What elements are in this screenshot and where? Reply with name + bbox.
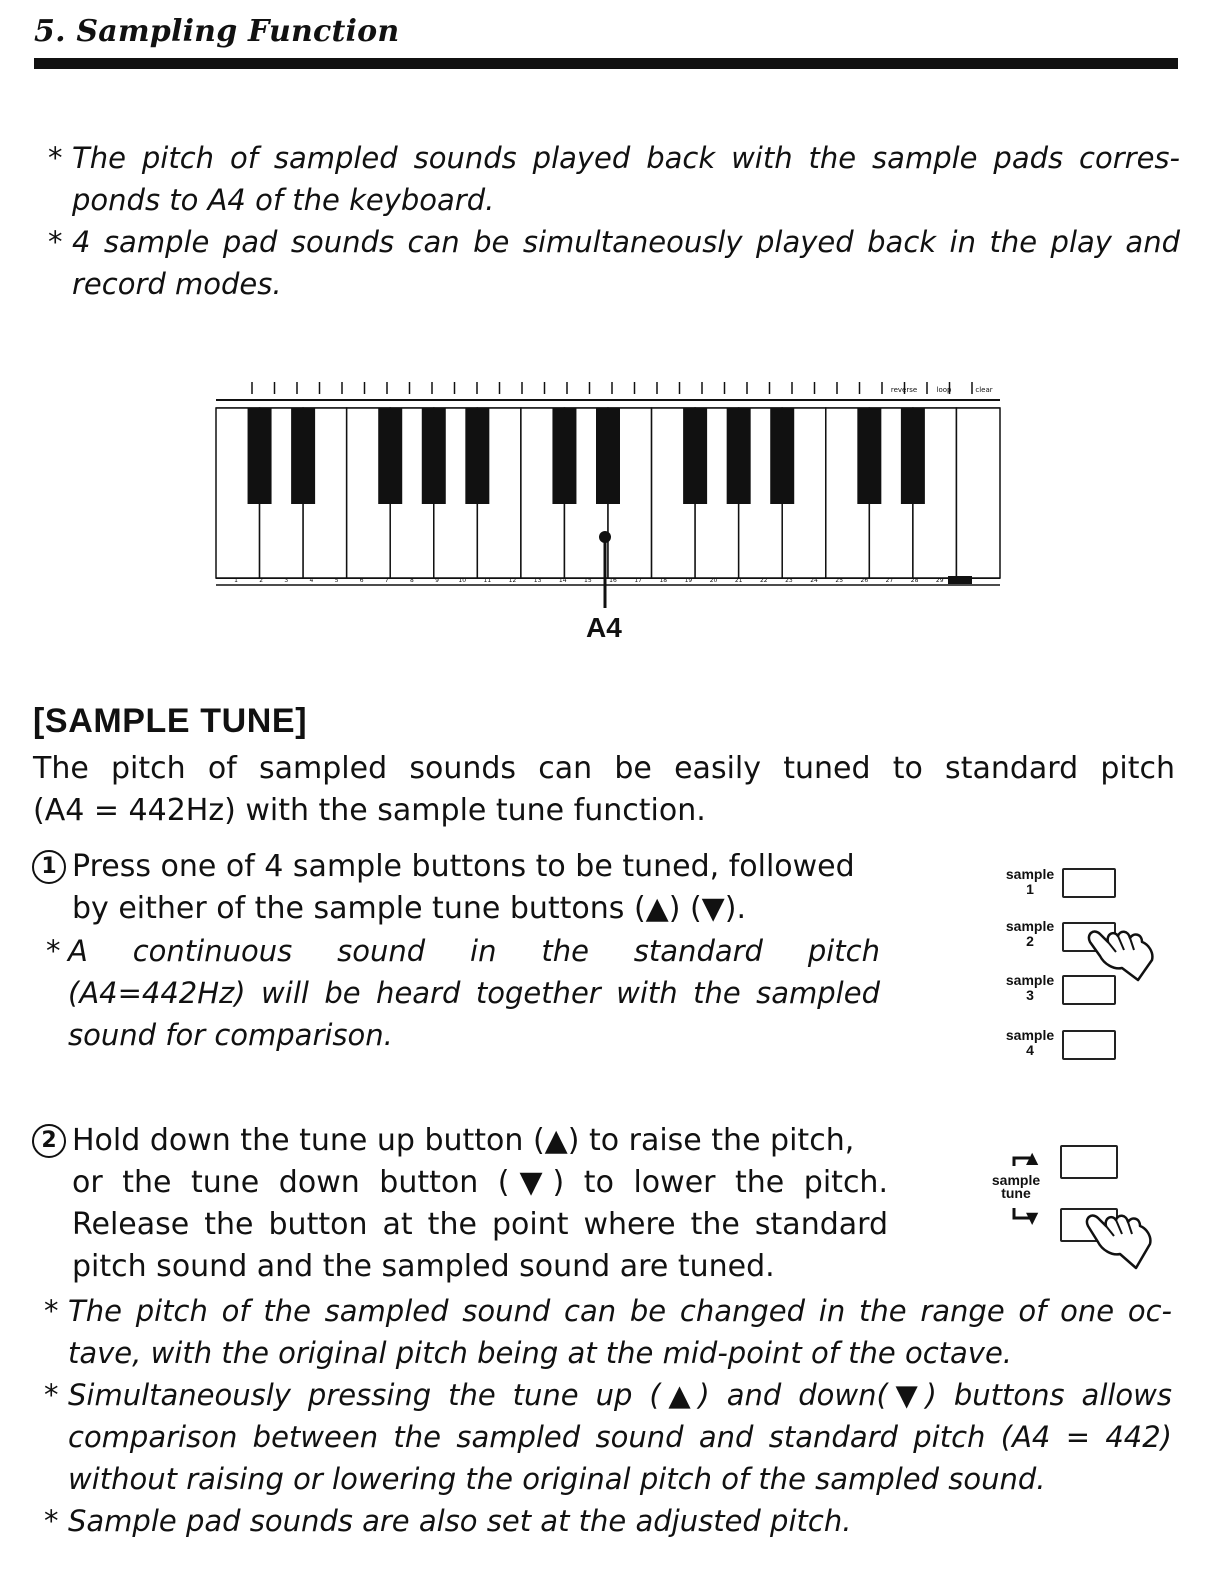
sample-button-4-num: 4	[1026, 1042, 1034, 1058]
key-number-26: 26	[860, 577, 869, 584]
tune-label	[984, 1173, 1048, 1201]
key-number-9: 9	[435, 577, 439, 584]
bullet-star: *	[48, 225, 63, 259]
key-number-2: 2	[259, 577, 264, 584]
key-number-27: 27	[885, 577, 894, 584]
key-number-28: 28	[910, 577, 919, 584]
black-key	[552, 408, 576, 504]
sample-button-3-num: 3	[1026, 987, 1034, 1003]
step-1-note-line-2: (A4=442Hz) will be heard together with the sampled	[68, 976, 880, 1010]
step-2	[32, 1120, 888, 1288]
black-key	[596, 408, 620, 504]
step-1-note	[46, 930, 880, 1056]
intro-note-2-line-1: 4 sample pad sounds can be simultaneously played back in the play and	[72, 225, 1180, 259]
section-title: 5. Sampling Function	[34, 14, 400, 49]
bullet-star: *	[44, 1294, 59, 1328]
bullet-star: *	[46, 934, 61, 968]
key-number-12: 12	[508, 577, 517, 584]
closing-note-2-line-1: Simultaneously pressing the tune up (▲) and down(▼) buttons allows	[68, 1378, 1172, 1412]
key-number-6: 6	[359, 577, 364, 584]
key-number-20: 20	[709, 577, 718, 584]
key-number-29: 29	[935, 577, 944, 584]
step-2-line-1	[32, 1120, 888, 1162]
key-number-15: 15	[584, 577, 592, 584]
key-number-22: 22	[759, 577, 768, 584]
key-number-13: 13	[533, 577, 542, 584]
key-number-14: 14	[558, 577, 567, 584]
key-number-24: 24	[810, 577, 818, 584]
closing-note-3	[44, 1500, 1172, 1542]
black-key	[857, 408, 881, 504]
black-key	[727, 408, 751, 504]
key-number-19: 19	[684, 577, 693, 584]
step-1-note-line-3: sound for comparison.	[68, 1018, 393, 1052]
tune-buttons-figure	[984, 1140, 1164, 1280]
key-number-17: 17	[634, 577, 642, 584]
key-number-21: 21	[734, 577, 743, 584]
key-number-11: 11	[483, 577, 492, 584]
a4-pointer-label: A4	[586, 612, 622, 643]
bullet-star: *	[48, 141, 63, 175]
black-key	[901, 408, 925, 504]
black-key	[422, 408, 446, 504]
closing-note-1-line-2: tave, with the original pitch being at the mid-point of the octave.	[68, 1336, 1013, 1370]
sample-buttons-figure	[990, 862, 1170, 1062]
sample-button-1-num: 1	[1026, 881, 1034, 897]
intro-note-1-line-1: The pitch of sampled sounds played back with the sample pads corres-	[72, 141, 1180, 175]
panel-label-clear: clear	[975, 386, 993, 394]
sample-tune-intro-line-2: (A4 = 442Hz) with the sample tune function.	[33, 793, 706, 828]
sample-button-4-label	[990, 1028, 1070, 1058]
sample-button-2-word: sample	[1005, 918, 1055, 934]
key-number-3: 3	[284, 577, 289, 584]
tune-label-word-2: tune	[1001, 1185, 1031, 1201]
end-key-marker	[948, 576, 972, 584]
tune-up-arrow-icon: ▲	[1026, 1148, 1039, 1167]
step-1-line-1	[32, 846, 888, 888]
sample-button-1-word: sample	[1005, 866, 1055, 882]
panel-label-loop: loop	[936, 386, 952, 394]
step-1-number: 1	[32, 850, 66, 884]
key-number-16: 16	[609, 577, 617, 584]
black-key	[291, 408, 315, 504]
header-rule	[34, 58, 1178, 69]
black-key	[378, 408, 402, 504]
closing-note-1-line-1: The pitch of the sampled sound can be changed in the range of one oc-	[68, 1294, 1172, 1328]
intro-note-2	[48, 221, 1180, 305]
step-1	[32, 846, 888, 930]
intro-note-2-line-2: record modes.	[72, 267, 282, 301]
step-2-text-1: Hold down the tune up button (▲) to raise the pitch,	[72, 1123, 855, 1158]
black-key	[248, 408, 272, 504]
black-key	[465, 408, 489, 504]
bullet-star: *	[44, 1504, 59, 1538]
tune-up-button[interactable]	[1060, 1145, 1118, 1179]
tune-label-word-1: sample	[991, 1172, 1041, 1188]
pressing-hand-icon	[1080, 1204, 1160, 1274]
closing-note-2-line-3: without raising or lowering the original pitch of the sampled sound.	[68, 1462, 1046, 1496]
key-number-23: 23	[785, 577, 793, 584]
sample-tune-heading: [SAMPLE TUNE]	[33, 702, 308, 740]
sample-button-4-word: sample	[1005, 1027, 1055, 1043]
bullet-star: *	[44, 1378, 59, 1412]
panel-label-reverse: reverse	[890, 386, 918, 394]
closing-note-1	[44, 1290, 1172, 1374]
sample-button-3-label	[990, 973, 1070, 1003]
key-number-7: 7	[384, 577, 389, 584]
step-2-line-3: Release the button at the point where the standard	[72, 1207, 888, 1242]
black-key	[683, 408, 707, 504]
key-number-18: 18	[659, 577, 668, 584]
closing-note-3-line-1: Sample pad sounds are also set at the adjusted pitch.	[68, 1504, 852, 1538]
black-key	[770, 408, 794, 504]
step-1-note-line-1: A continuous sound in the standard pitch	[68, 934, 880, 968]
sample-button-2-label	[990, 919, 1070, 949]
key-number-1: 1	[234, 577, 238, 584]
sample-tune-intro	[33, 748, 1175, 832]
sample-button-1-label	[990, 867, 1070, 897]
closing-notes	[44, 1290, 1172, 1542]
sample-button-4[interactable]	[1062, 1030, 1116, 1060]
step-1-line-2: by either of the sample tune buttons (▲) (▼).	[72, 891, 746, 926]
sample-button-1[interactable]	[1062, 868, 1116, 898]
key-number-5: 5	[334, 577, 339, 584]
closing-note-2	[44, 1374, 1172, 1500]
key-number-10: 10	[458, 577, 467, 584]
key-number-25: 25	[835, 577, 844, 584]
intro-notes	[48, 137, 1180, 305]
step-1-text-1: Press one of 4 sample buttons to be tuned, followed	[72, 849, 855, 884]
pressing-hand-icon	[1082, 920, 1162, 984]
sample-button-2-num: 2	[1026, 933, 1034, 949]
sample-tune-intro-line-1: The pitch of sampled sounds can be easily tuned to standard pitch	[33, 751, 1175, 786]
keyboard-illustration	[200, 370, 1020, 630]
closing-note-2-line-2: comparison between the sampled sound and standard pitch (A4 = 442)	[68, 1420, 1172, 1454]
step-2-number: 2	[32, 1124, 66, 1158]
step-2-line-2: or the tune down button (▼) to lower the pitch.	[72, 1165, 888, 1200]
white-key	[956, 408, 1000, 578]
key-number-8: 8	[410, 577, 414, 584]
intro-note-1-line-2: ponds to A4 of the keyboard.	[72, 183, 495, 217]
step-2-line-4: pitch sound and the sampled sound are tuned.	[72, 1249, 775, 1284]
key-number-4: 4	[309, 577, 314, 584]
sample-button-3-word: sample	[1005, 972, 1055, 988]
intro-note-1	[48, 137, 1180, 221]
tune-down-arrow-icon: ▼	[1026, 1208, 1039, 1227]
